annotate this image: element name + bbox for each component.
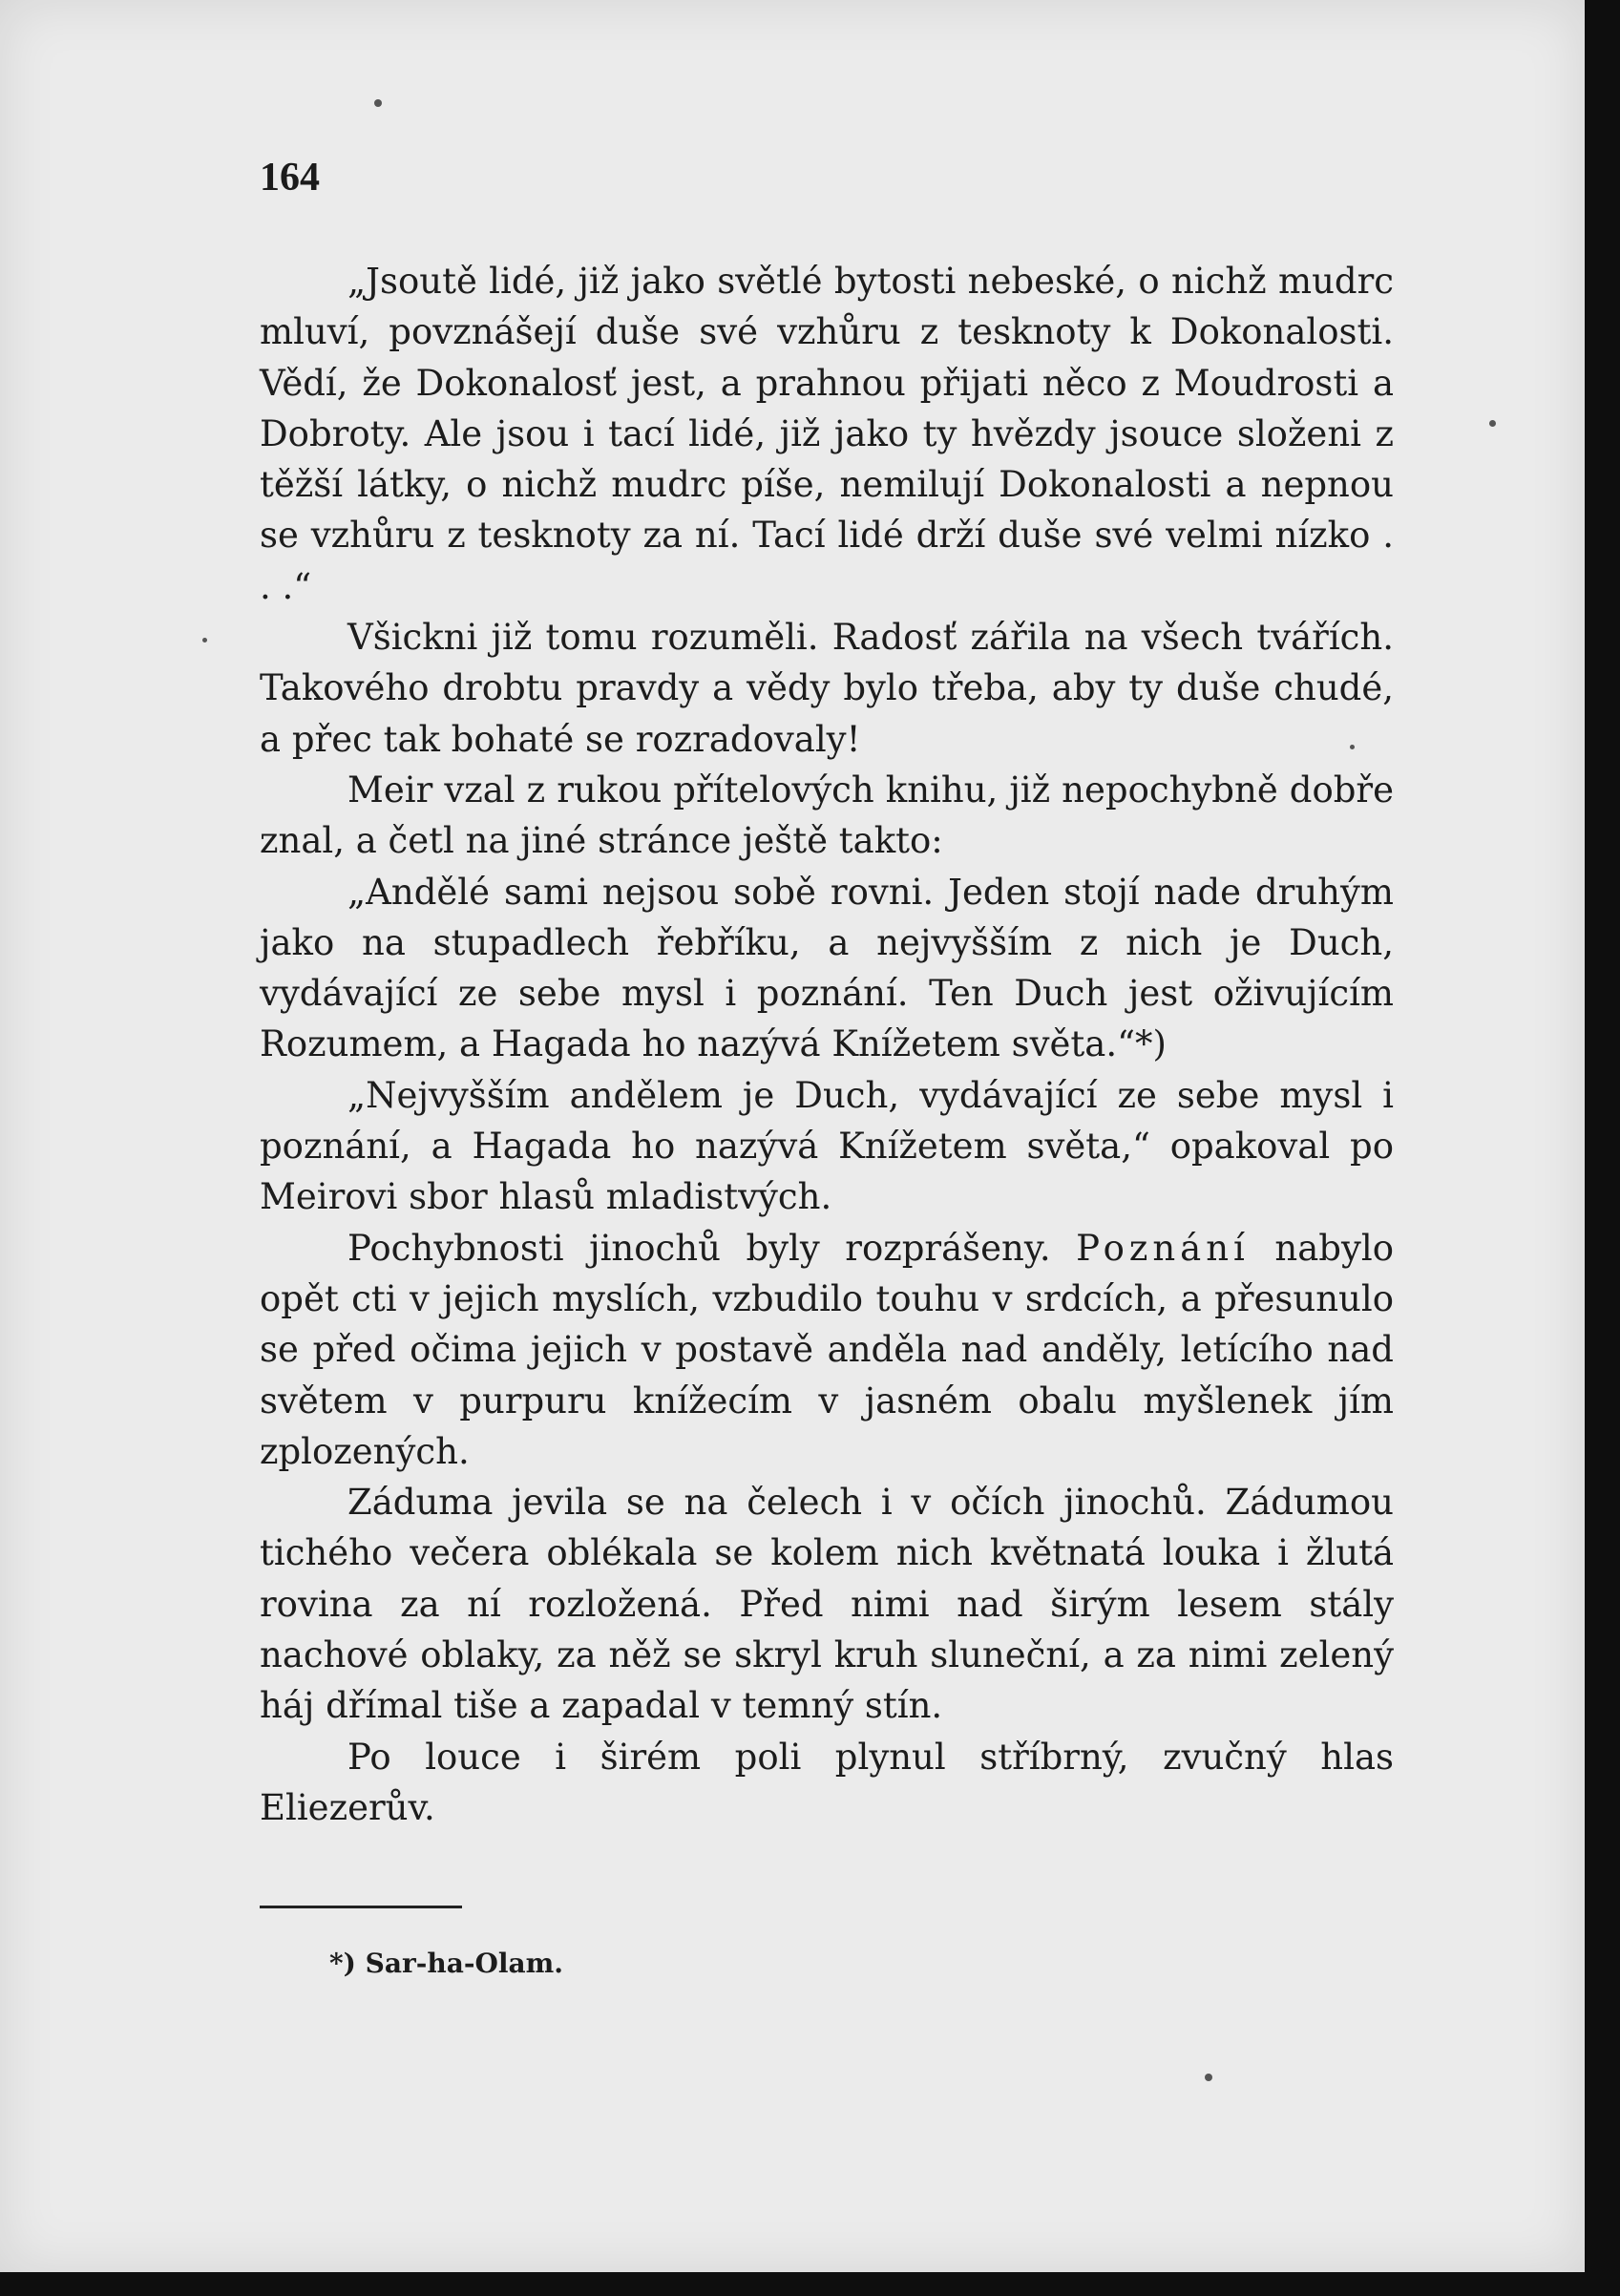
paragraph-6 — [260, 1223, 1394, 1477]
footnote: *) Sar-ha-Olam. — [329, 1948, 564, 1979]
spaced-word: Poznání — [1076, 1227, 1250, 1269]
print-speck — [1489, 420, 1496, 427]
footnote-rule — [260, 1906, 462, 1908]
print-speck — [1350, 745, 1355, 749]
paragraph-4: „Andělé sami nejsou sobě rovni. Jeden stojí nade druhým jako na stupadlech řebříku, a nejvyšším z nich je Duch, vydávající ze sebe mysl i poznání. Ten Duch jest oživujícím Rozumem, a Hagada ho nazývá Knížetem světa.“*) — [260, 871, 1394, 1065]
paragraph-1: „Jsoutě lidé, již jako světlé bytosti nebeské, o nichž mudrc mluví, povznášejí duše své vzhůru z tesknoty k Dokonalosti. Vědí, že Dokonalosť jest, a prahnou přijati něco z Moudrosti a Dobroty. Ale jsou i tací lidé, již jako ty hvězdy jsouce složeni z těžší látky, o nichž mudrc píše, nemilují Dokonalosti a nepnou se vzhůru z tesknoty za ní. Tací lidé drží duše své velmi nízko . . .“ — [260, 261, 1394, 607]
body-text — [260, 256, 1394, 1833]
paragraph-5: „Nejvyšším andělem je Duch, vydávající ze sebe mysl i poznání, a Hagada ho nazývá Knížetem světa,“ opakoval po Meirovi sbor hlasů mladistvých. — [260, 1074, 1394, 1218]
paragraph-6-end: nabylo opět cti v jejich myslích, vzbudilo touhu v srdcích, a přesunulo se před očima jejich v postavě anděla nad anděly, letícího nad světem v purpuru knížecím v jasném obalu myšlenek jím zplozených. — [260, 1227, 1395, 1472]
paragraph-2: Všickni již tomu rozuměli. Radosť zářila na všech tvářích. Takového drobtu pravdy a vědy bylo třeba, aby ty duše chudé, a přec tak bohaté se rozradovaly! — [260, 617, 1394, 760]
print-speck — [202, 638, 207, 642]
scan-edge-right — [1585, 0, 1620, 2296]
paragraph-7: Záduma jevila se na čelech i v očích jinochů. Zádumou tichého večera oblékala se kolem nich květnatá louka i žlutá rovina za ní rozložená. Před nimi nad širým lesem stály nachové oblaky, za něž se skryl kruh sluneční, a za nimi zelený háj dřímal tiše a zapadal v temný stín. — [260, 1482, 1394, 1727]
paragraph-8: Po louce i širém poli plynul stříbrný, zvučný hlas Eliezerův. — [260, 1736, 1394, 1828]
scan-edge-bottom — [0, 2272, 1620, 2296]
page-number: 164 — [260, 156, 320, 200]
print-speck — [1205, 2074, 1212, 2081]
paragraph-6-start: Pochybnosti jinochů byly rozprášeny. — [347, 1227, 1051, 1269]
print-speck — [374, 99, 382, 107]
paragraph-3: Meir vzal z rukou přítelových knihu, již nepochybně dobře znal, a četl na jiné stránce ještě takto: — [260, 769, 1394, 862]
